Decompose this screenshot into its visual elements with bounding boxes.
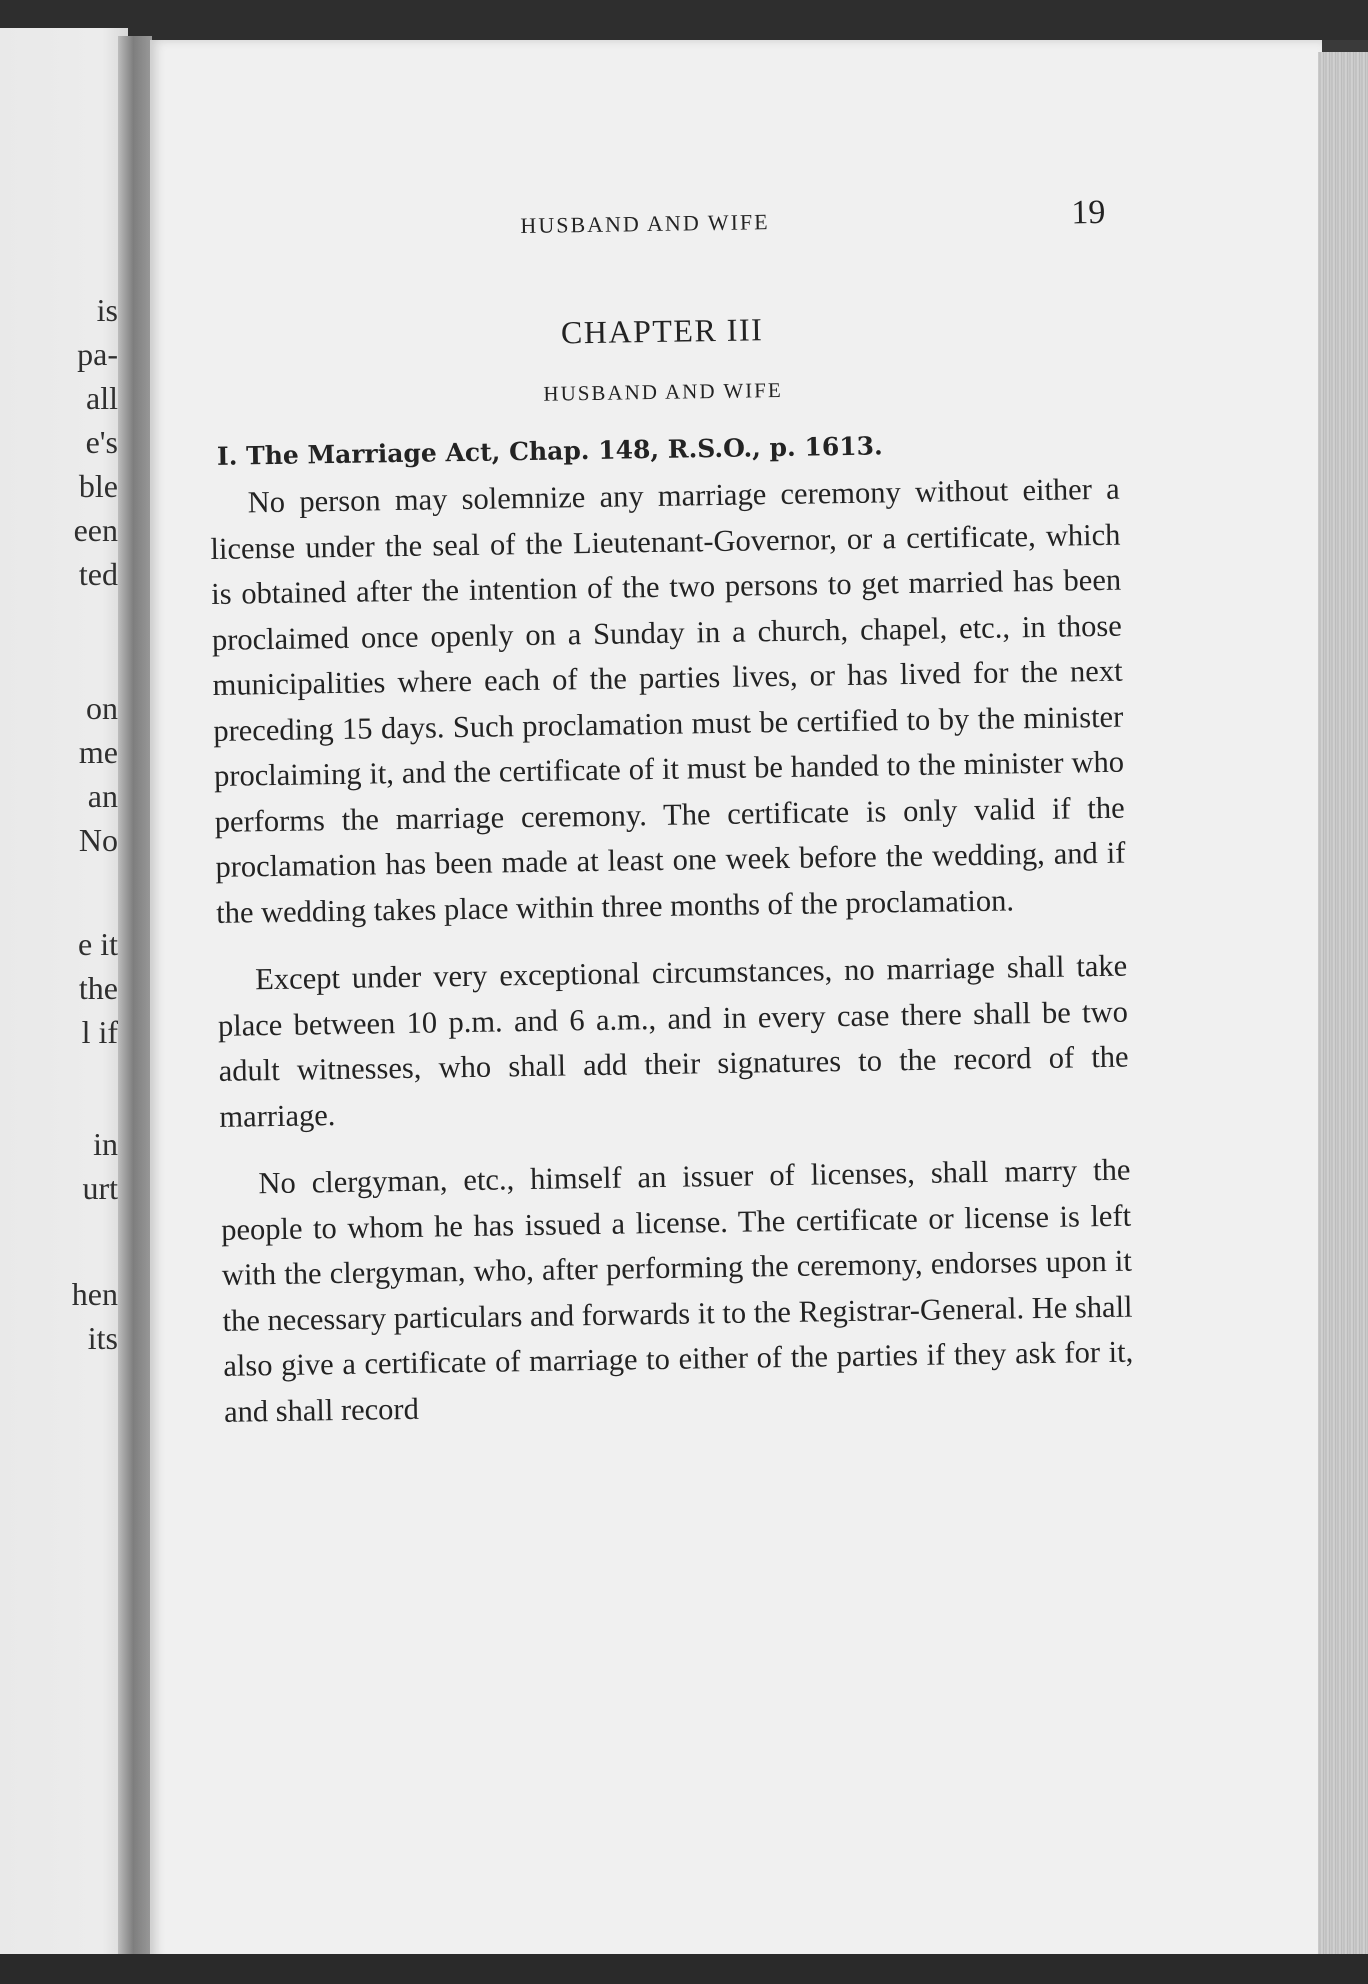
chapter-title: CHAPTER III <box>560 311 764 351</box>
left-page-fragment: e's <box>85 424 118 460</box>
paragraph-1: No person may solemnize any marriage ceremony without either a license under the seal of the Lieutenant-Governor, or a certificate, which is obtained after the intention of the two persons to get married has been proclaimed once openly on a Sunday in a church, chapel, etc., in those municipalities where each of the parties lives, or has lived for the next preceding 15 days. Such proclamation must be certified to by the minister proclaiming it, and the certificate of it must be handed to the minister who performs the marriage ceremony. The certificate is only valid if the proclamation has been made at least one week before the wedding, and if the wedding takes place within three months of the proclamation. <box>210 471 1126 930</box>
left-page-fragment: the <box>78 970 118 1006</box>
left-page-fragment: is <box>96 292 118 328</box>
left-page-fragment: an <box>87 778 118 814</box>
left-page-fragment: ble <box>78 468 118 504</box>
left-page-fragment: me <box>78 734 118 770</box>
page-number: 19 <box>1071 193 1106 232</box>
left-page-fragment: all <box>86 380 118 416</box>
left-page-fragment: No <box>78 822 118 858</box>
book-gutter <box>118 36 152 1964</box>
left-page-fragment: ted <box>78 556 118 592</box>
left-page-fragment: in <box>93 1126 118 1162</box>
running-title: HUSBAND AND WIFE <box>520 209 770 239</box>
page-stack-edge <box>1318 52 1368 1958</box>
left-page-fragment: l if <box>81 1014 118 1050</box>
left-page-fragment: e it <box>78 926 118 962</box>
chapter-subtitle: HUSBAND AND WIFE <box>543 377 783 406</box>
page-content <box>205 186 1134 1435</box>
left-page-edge <box>0 28 128 1958</box>
paragraph-2: Except under very exceptional circumstances, no marriage shall take place between 10 p.m. and 6 a.m., and in every case there shall be two adult witnesses, who shall add their signatures to the record of the marriage. <box>217 948 1129 1134</box>
left-page-fragment: on <box>86 690 118 726</box>
left-page-fragment: hen <box>71 1276 118 1312</box>
scan-background-top <box>0 0 1368 40</box>
section-heading: I. The Marriage Act, Chap. 148, R.S.O., p. 1613. <box>216 431 883 471</box>
paragraph-3: No clergyman, etc., himself an issuer of licenses, shall marry the people to whom he has issued a license. The certificate or license is left with the clergyman, who, after performing the ceremony, endorses upon it the necessary particulars and forwards it to the Registrar-General. He shall also give a certificate of marriage to either of the parties if they ask for it, and shall record <box>220 1152 1134 1429</box>
left-page-fragment: its <box>87 1320 118 1356</box>
left-page-fragment: een <box>73 512 118 548</box>
left-page-fragment: urt <box>82 1170 118 1206</box>
running-header <box>205 186 1116 260</box>
scan-background-bottom <box>0 1954 1368 1984</box>
left-page-fragment: pa- <box>77 336 118 372</box>
